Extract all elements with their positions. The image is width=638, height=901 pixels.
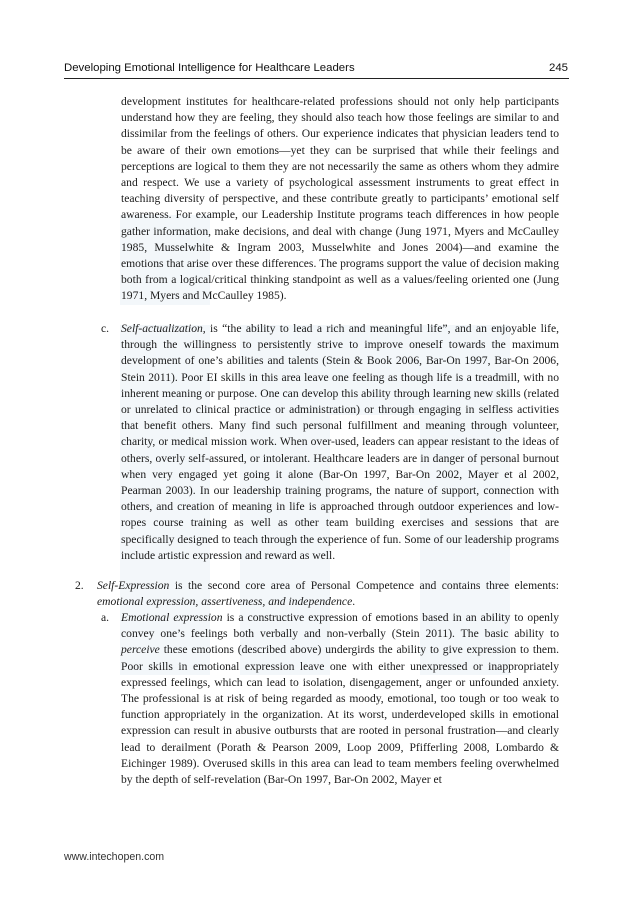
header-title: Developing Emotional Intelligence for Healthcare Leaders	[64, 62, 355, 74]
item-a-marker: a.	[101, 611, 110, 624]
page-number: 245	[548, 62, 568, 74]
item-a-text-1: is a constructive expression of emotions based in an ability to openly convey one’s feelings both verbally and non-verbally (Stein 2011). The basic ability to	[121, 611, 559, 641]
item-c-paragraph	[121, 321, 559, 564]
item-a-paragraph	[121, 610, 559, 788]
continuation-paragraph: development institutes for healthcare-related professions should not only help participants understand how they are feeling, they should also teach how those feelings are similar to and dissimilar from the feelings of others. Our experience indicates that physician leaders tend to be aware of their own emotions—yet they can be surprised that while their feelings and perceptions are logical to them they are not necessarily the same as others whom they admire and respect. We use a variety of psychological assessment instruments to great effect in teaching diversity of perspective, and these contribute greatly to participants’ emotional self awareness. For example, our Leadership Institute programs teach differences in how people gather information, make decisions, and deal with change (Jung 1971, Myers and McCaulley 1985, Musselwhite & Ingram 2003, Musselwhite and Jones 2004)—and examine the emotions that arise over these differences. The programs support the value of decision making both from a logical/critical thinking standpoint as well as a values/feeling oriented one (Jung 1971, Myers and McCaulley 1985).	[121, 95, 559, 303]
item-a-perceive: perceive	[121, 643, 160, 657]
header-rule	[64, 78, 569, 79]
item-2-text: is the second core area of Personal Competence and contains three elements:	[169, 579, 559, 592]
item-2-marker: 2.	[75, 579, 84, 592]
item-c-text: is “the ability to lead a rich and meaningful life”, and an enjoyable life, through the willingness to persistently strive to improve oneself towards the maximum development of one’s abilities and talents (Stein & Book 2006, Bar-On 1997, Bar-On 2006, Stein 2011). Poor EI skills in this area leave one feeling as though life is a treadmill, with no inherent meaning or purpose. One can develop this ability through learning new skills (related or unrelated to clinical practice or administration) or through engaging in selfless activities that benefit others. Many find such personal fulfillment and meaning through volunteer, charity, or medical mission work. When over-used, leaders can appear resistant to the ideas of others, overly self-assured, or intolerant. Healthcare leaders are in danger of personal burnout when very engaged yet going it alone (Bar-On 1997, Bar-On 2002, Mayer et al 2002, Pearman 2003). In our leadership training programs, the nature of support, connection with others, and creation of meaning in life is approached through outdoor experiences and low-ropes course training as well as other team building exercises and sessions that are specifically designed to teach through the experience of fun. Some of our leadership programs include artistic expression and reward as well.	[121, 322, 559, 562]
item-2-term: Self-Expression	[97, 579, 170, 592]
item-2-elements: emotional expression, assertiveness, and independence	[97, 595, 353, 609]
item-c-term: Self-actualization,	[121, 322, 206, 335]
item-2-paragraph	[97, 578, 559, 610]
item-2-end: .	[352, 595, 356, 609]
item-a-text-2: these emotions (described above) undergirds the ability to give expression to them. Poor skills in emotional expression leave one with either unexpressed or inappropriately expressed feelings, which can lead to isolation, disengagement, anger or unfounded anxiety. The professional is at risk of being regarded as moody, emotional, too tough or too weak to function appropriately in the organization. At its worst, underdeveloped skills in emotional expression can result in abusive outbursts that are rooted in personal frustration—and clearly lead to derailment (Porath & Pearson 2009, Loop 2009, Pfifferling 2008, Lombardo & Eichinger 1989). Overused skills in this area can lead to team members feeling overwhelmed by the depth of self-revelation (Bar-On 1997, Bar-On 2002, Mayer et	[121, 643, 559, 787]
item-c-marker: c.	[101, 322, 110, 335]
item-a-term: Emotional expression	[121, 611, 223, 624]
footer-url: www.intechopen.com	[64, 851, 165, 863]
